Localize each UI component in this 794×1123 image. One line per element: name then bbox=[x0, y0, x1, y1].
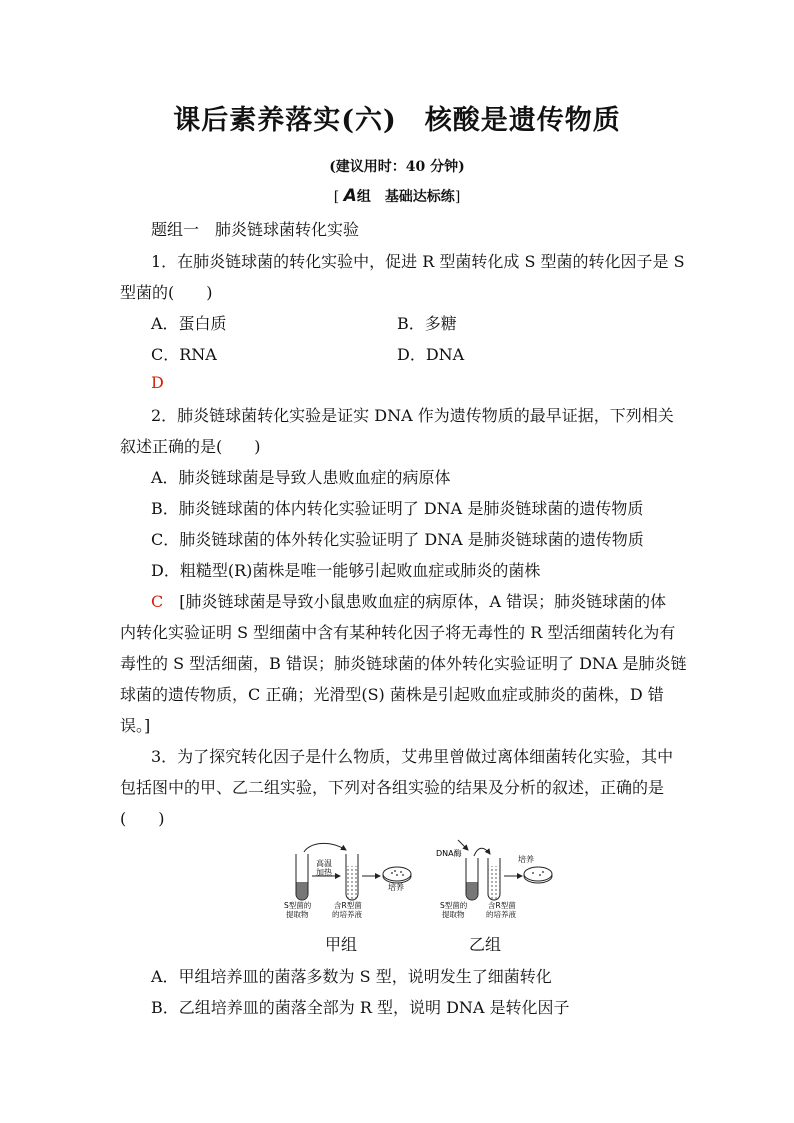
s-extract-label-2: 提取物 bbox=[442, 910, 465, 919]
group-a-diagram bbox=[284, 843, 411, 919]
s-extract-label-1: S型菌的 bbox=[440, 901, 468, 910]
q2-option-b: B．肺炎链球菌的体内转化实验证明了 DNA 是肺炎链球菌的遗传物质 bbox=[151, 499, 644, 518]
s-extract-label-1: S型菌的 bbox=[284, 901, 312, 910]
q1-option-c: C．RNA bbox=[151, 345, 217, 364]
q2-explanation-line4: 球菌的遗传物质，C 正确；光滑型(S) 菌株是引起败血症或肺炎的菌株，D 错 bbox=[120, 685, 664, 704]
q3-option-b: B．乙组培养皿的菌落全部为 R 型，说明 DNA 是转化因子 bbox=[151, 998, 570, 1017]
q1-option-d: D．DNA bbox=[397, 345, 465, 364]
q2-option-c: C．肺炎链球菌的体外转化实验证明了 DNA 是肺炎链球菌的遗传物质 bbox=[151, 530, 644, 549]
petri-dish-icon bbox=[524, 867, 552, 883]
q2-option-a: A．肺炎链球菌是导致人患败血症的病原体 bbox=[151, 468, 451, 487]
group-label bbox=[0, 186, 794, 206]
q3-stem-line3: ( ) bbox=[120, 809, 165, 828]
page-title bbox=[0, 98, 794, 137]
q1-option-b: B．多糖 bbox=[397, 314, 457, 333]
heat-label-2: 加热 bbox=[316, 868, 332, 877]
r-medium-label-2: 的培养液 bbox=[332, 910, 362, 919]
q1-stem-line2: 型菌的( ) bbox=[120, 283, 213, 302]
s-extract-label-2: 提取物 bbox=[286, 910, 309, 919]
q2-option-d: D．粗糙型(R)菌株是唯一能够引起败血症或肺炎的菌株 bbox=[151, 561, 541, 580]
s-extract-tube-icon bbox=[466, 858, 478, 900]
heat-label-1: 高温 bbox=[316, 859, 332, 868]
bracket-close: ] bbox=[454, 189, 461, 205]
r-medium-label-1: 含R型菌 bbox=[488, 901, 516, 910]
q2-stem-line1: 2．肺炎链球菌转化实验是证实 DNA 作为遗传物质的最早证据，下列相关 bbox=[151, 406, 674, 425]
title-topic: 核酸是遗传物质 bbox=[424, 105, 621, 136]
q2-answer: C bbox=[151, 592, 164, 611]
q2-explanation-line3: 毒性的 S 型活细菌，B 错误；肺炎链球菌的体外转化实验证明了 DNA 是肺炎链 bbox=[120, 654, 687, 673]
q2-explanation-line5: 误。] bbox=[120, 716, 151, 735]
q1-option-a: A．蛋白质 bbox=[151, 314, 227, 333]
title-main: 课后素养落实(六) bbox=[173, 105, 397, 136]
suggested-time: (建议用时：40 分钟) bbox=[329, 159, 465, 175]
bracket-open: [ bbox=[333, 189, 340, 205]
q3-option-a: A．甲组培养皿的菌落多数为 S 型，说明发生了细菌转化 bbox=[151, 967, 552, 986]
petri-dish-icon bbox=[383, 867, 411, 883]
section-heading: 题组一 肺炎链球菌转化实验 bbox=[151, 220, 360, 239]
culture-label: 培养 bbox=[518, 855, 534, 864]
q1-stem-line1: 1．在肺炎链球菌的转化实验中，促进 R 型菌转化成 S 型菌的转化因子是 S bbox=[151, 252, 685, 271]
group-word: 组 bbox=[356, 189, 371, 205]
q2-stem-line2: 叙述正确的是( ) bbox=[120, 437, 261, 456]
culture-label: 培养 bbox=[388, 883, 404, 892]
group-b-diagram bbox=[436, 840, 552, 919]
figure-caption-a: 甲组 bbox=[325, 935, 358, 954]
r-medium-label-2: 的培养液 bbox=[486, 910, 516, 919]
group-letter: A bbox=[343, 186, 357, 206]
q3-stem-line2: 包括图中的甲、乙二组实验，下列对各组实验的结果及分析的叙述，正确的是 bbox=[120, 778, 665, 797]
r-medium-label-1: 含R型菌 bbox=[334, 901, 362, 910]
q2-explanation-line1 bbox=[151, 589, 666, 612]
s-extract-tube-icon bbox=[296, 854, 308, 900]
q1-answer: D bbox=[151, 373, 164, 392]
q2-explanation-line2: 内转化实验证明 S 型细菌中含有某种转化因子将无毒性的 R 型活细菌转化为有 bbox=[120, 623, 676, 642]
q2-explanation-text: [肺炎链球菌是导致小鼠患败血症的病原体，A 错误；肺炎链球菌的体 bbox=[179, 592, 667, 611]
figure-caption-b: 乙组 bbox=[469, 935, 502, 954]
experiment-figure bbox=[270, 836, 570, 926]
group-name: 基础达标练 bbox=[384, 189, 455, 205]
dnase-label: DNA酶 bbox=[436, 849, 462, 858]
q3-stem-line1: 3．为了探究转化因子是什么物质，艾弗里曾做过离体细菌转化实验，其中 bbox=[151, 747, 674, 766]
